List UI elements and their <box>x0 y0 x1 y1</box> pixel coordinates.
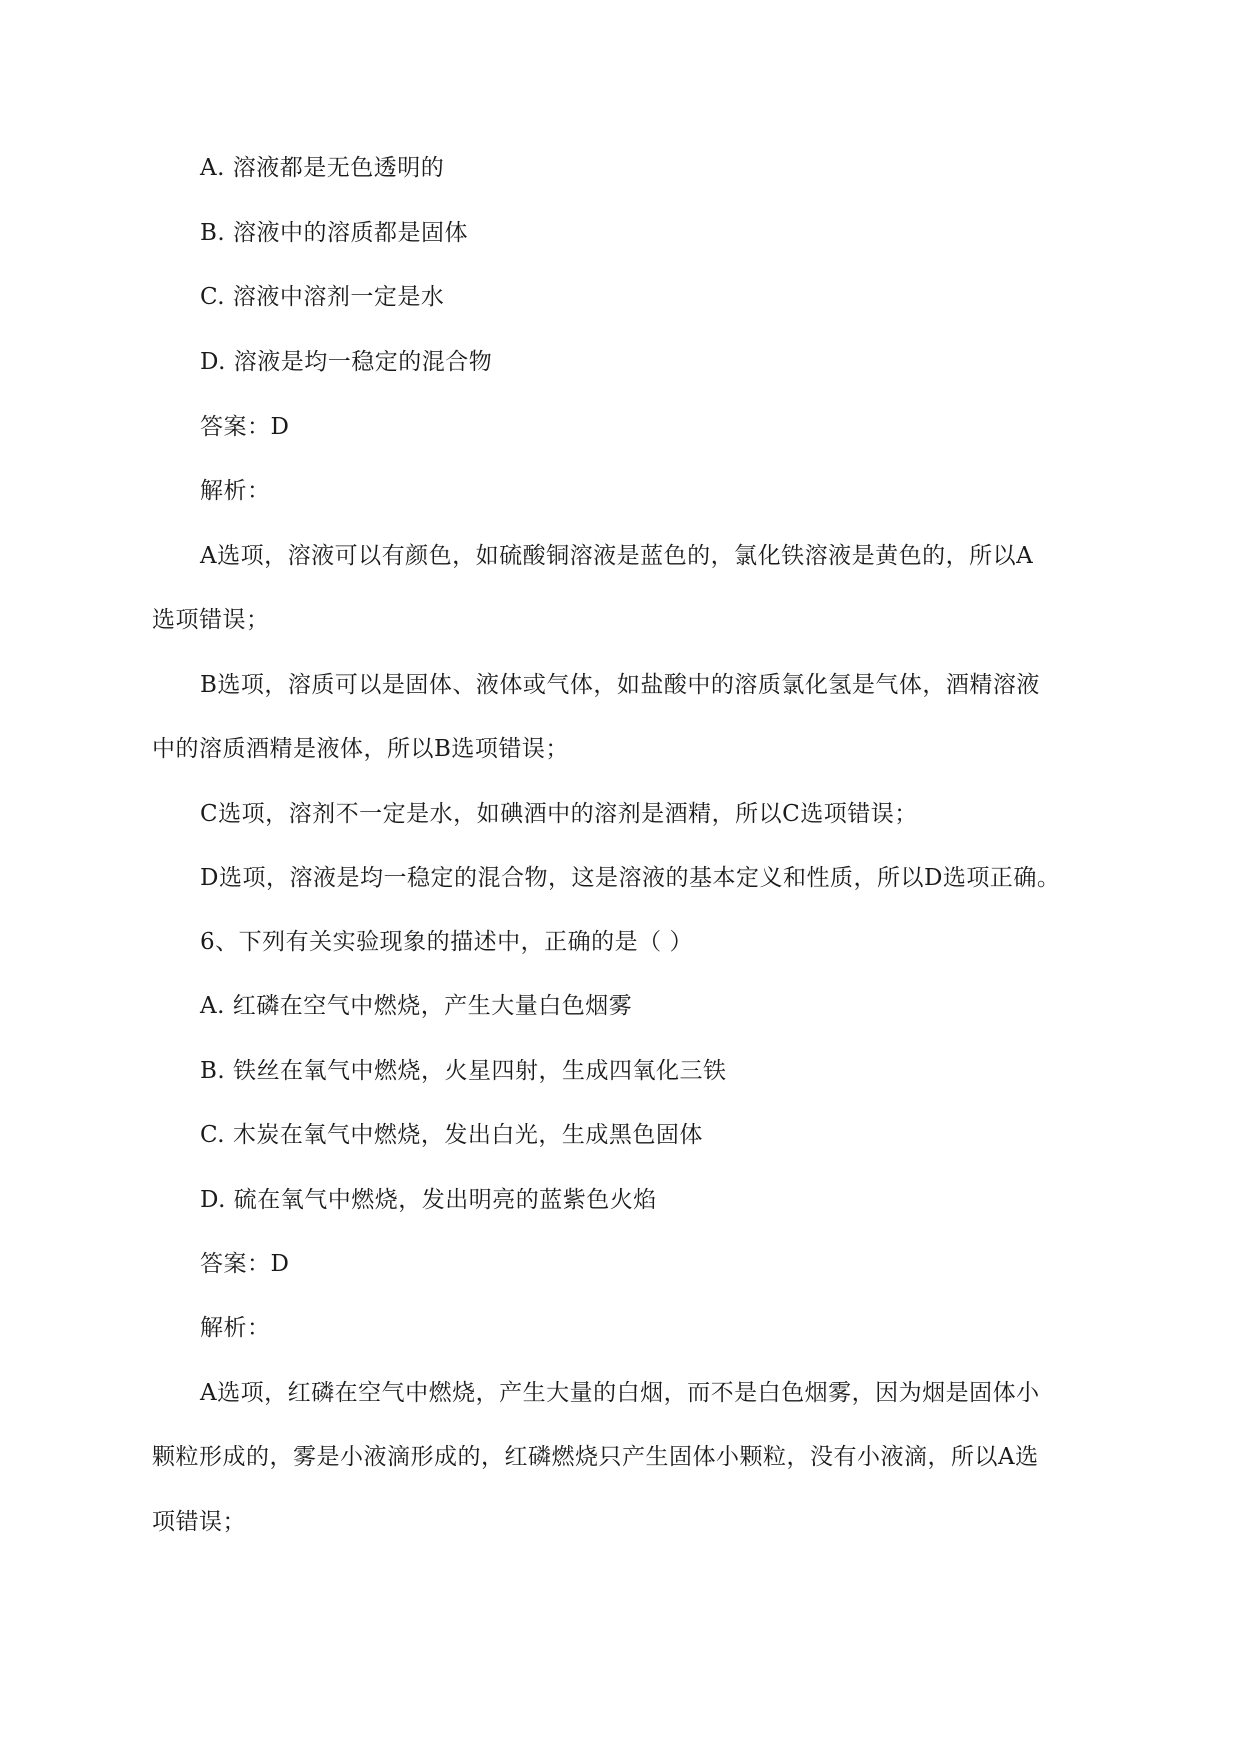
q6-answer: 答案：D <box>200 1251 290 1277</box>
q6-analysis-a-line1: A选项，红磷在空气中燃烧，产生大量的白烟，而不是白色烟雾，因为烟是固体小 <box>200 1380 1040 1406</box>
q5-analysis-b-line1: B选项，溶质可以是固体、液体或气体，如盐酸中的溶质氯化氢是气体，酒精溶液 <box>200 672 1040 698</box>
q5-analysis-b-line2: 中的溶质酒精是液体，所以B选项错误； <box>152 736 569 762</box>
q6-analysis-a-line2: 颗粒形成的，雾是小液滴形成的，红磷燃烧只产生固体小颗粒，没有小液滴，所以A选 <box>152 1444 1039 1470</box>
q5-analysis-d: D选项，溶液是均一稳定的混合物，这是溶液的基本定义和性质，所以D选项正确。 <box>200 865 1061 891</box>
q5-option-a: A. 溶液都是无色透明的 <box>200 155 445 181</box>
q5-analysis-label: 解析： <box>200 478 271 504</box>
q6-question: 6、下列有关实验现象的描述中，正确的是（ ） <box>200 929 693 955</box>
q6-option-a: A. 红磷在空气中燃烧，产生大量白色烟雾 <box>200 993 633 1019</box>
q5-option-b: B. 溶液中的溶质都是固体 <box>200 220 469 246</box>
q5-analysis-a-line2: 选项错误； <box>152 607 270 633</box>
q6-option-b: B. 铁丝在氧气中燃烧，火星四射，生成四氧化三铁 <box>200 1058 727 1084</box>
q5-option-d: D. 溶液是均一稳定的混合物 <box>200 349 493 375</box>
q6-analysis-a-line3: 项错误； <box>152 1509 246 1535</box>
q6-analysis-label: 解析： <box>200 1315 271 1341</box>
q6-option-d: D. 硫在氧气中燃烧，发出明亮的蓝紫色火焰 <box>200 1187 657 1213</box>
q5-analysis-a-line1: A选项，溶液可以有颜色，如硫酸铜溶液是蓝色的，氯化铁溶液是黄色的，所以A <box>200 543 1034 569</box>
q5-option-c: C. 溶液中溶剂一定是水 <box>200 284 445 310</box>
q5-answer: 答案：D <box>200 414 290 440</box>
q6-option-c: C. 木炭在氧气中燃烧，发出白光，生成黑色固体 <box>200 1122 703 1148</box>
q5-analysis-c: C选项，溶剂不一定是水，如碘酒中的溶剂是酒精，所以C选项错误； <box>200 801 918 827</box>
